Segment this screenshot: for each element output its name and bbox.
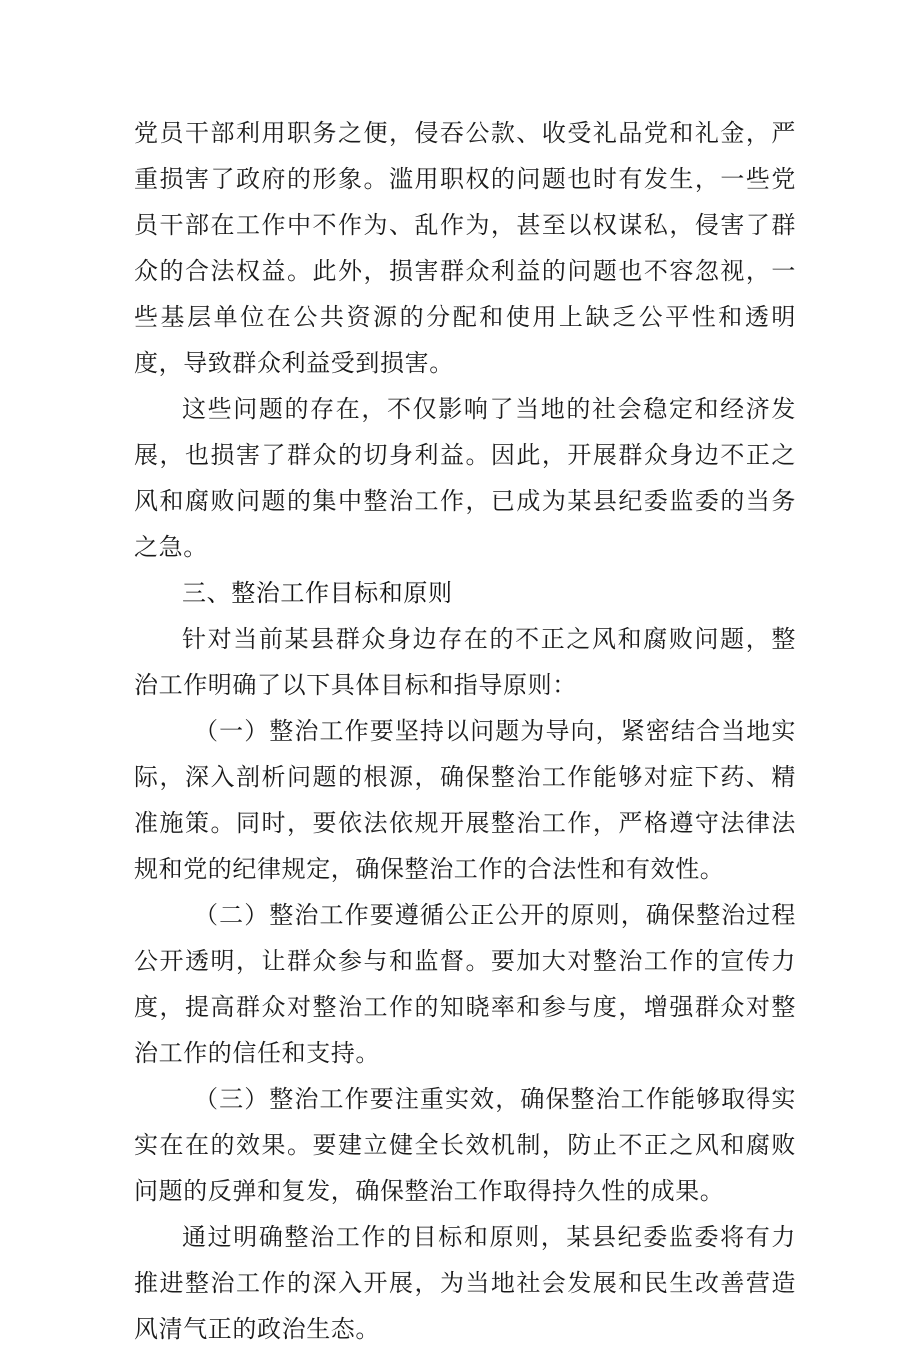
principle-item-2: （二）整治工作要遵循公正公开的原则，确保整治过程公开透明，让群众参与和监督。要加大对整治工作的宣传力度，提高群众对整治工作的知晓率和参与度，增强群众对整治工作的信任和支持。: [134, 901, 796, 1067]
paragraph-conclusion: 通过明确整治工作的目标和原则，某县纪委监委将有力推进整治工作的深入开展，为当地社会发展和民生改善营造风清气正的政治生态。: [134, 1223, 796, 1343]
document-body: [134, 110, 796, 1352]
principle-item-1: （一）整治工作要坚持以问题为导向，紧密结合当地实际，深入剖析问题的根源，确保整治工作能够对症下药、精准施策。同时，要依法依规开展整治工作，严格遵守法律法规和党的纪律规定，确保整治工作的合法性和有效性。: [134, 717, 796, 883]
principle-item-3: （三）整治工作要注重实效，确保整治工作能够取得实实在在的效果。要建立健全长效机制，防止不正之风和腐败问题的反弹和复发，确保整治工作取得持久性的成果。: [134, 1085, 796, 1205]
paragraph-corruption-issues: 党员干部利用职务之便，侵吞公款、收受礼品党和礼金，严重损害了政府的形象。滥用职权的问题也时有发生，一些党员干部在工作中不作为、乱作为，甚至以权谋私，侵害了群众的合法权益。此外，损害群众利益的问题也不容忽视，一些基层单位在公共资源的分配和使用上缺乏公平性和透明度，导致群众利益受到损害。: [134, 119, 796, 377]
section-heading: 三、整治工作目标和原则: [182, 579, 453, 607]
paragraph-intro: 针对当前某县群众身边存在的不正之风和腐败问题，整治工作明确了以下具体目标和指导原则：: [134, 625, 796, 699]
paragraph-impact: 这些问题的存在，不仅影响了当地的社会稳定和经济发展，也损害了群众的切身利益。因此，开展群众身边不正之风和腐败问题的集中整治工作，已成为某县纪委监委的当务之急。: [134, 395, 796, 561]
